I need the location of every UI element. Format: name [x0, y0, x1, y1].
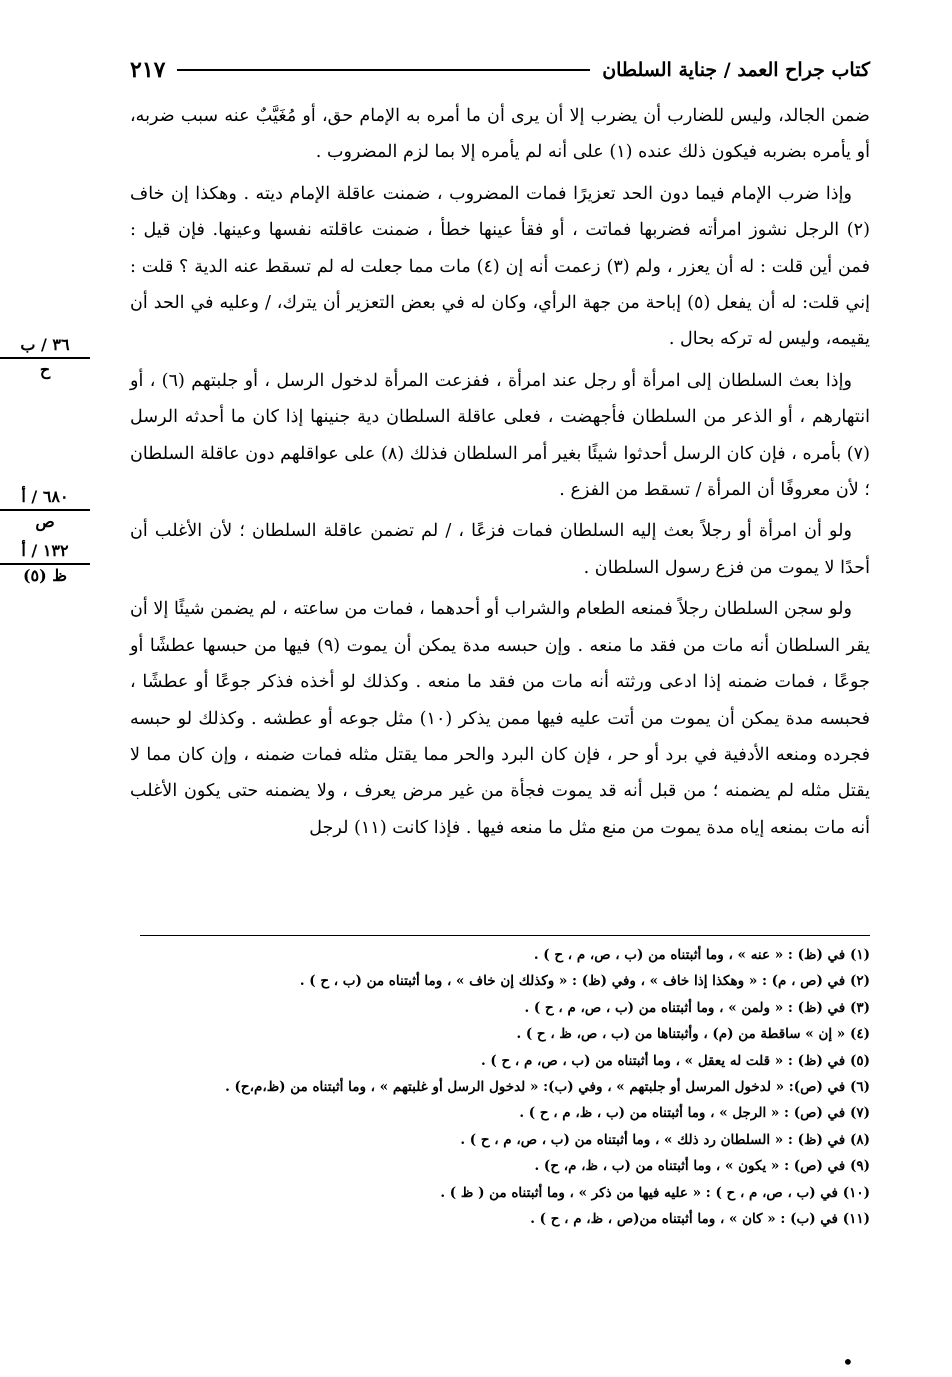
page-header — [130, 50, 870, 90]
paragraph: ولو أن امرأة أو رجلاً بعث إليه السلطان فمات فزعًا ، / لم تضمن عاقلة السلطان ؛ لأن الأغلب أن أحدًا لا يموت من فزع رسول السلطان . — [130, 521, 870, 578]
footnote: (١) في (ظ) : « عنه » ، وما أثبتناه من (ب ، ص، م ، ح ) . — [533, 947, 870, 963]
footnote-divider — [140, 935, 870, 936]
page-mark-dot: • — [842, 1350, 854, 1374]
running-title: كتاب جراح العمد / جناية السلطان — [602, 59, 870, 81]
paragraph: وإذا بعث السلطان إلى امرأة أو رجل عند امرأة ، ففزعت المرأة لدخول الرسل ، أو جلبتهم (٦) ، أو انتهارهم ، أو الذعر من السلطان فأجهضت ، فعلى عاقلة السلطان دية جنينها إذا كان ما أحدثه الرسل (٧) بأمره ، فإن كان الرسل أحدثوا شيئًا بغير أمر السلطان فذلك (٨) على عواقلهم دون عاقلة السلطان ؛ لأن معروفًا أن المرأة / تسقط من الفزع . — [130, 370, 870, 501]
footnote: (١٠) في (ب ، ص، م ، ح ) : « عليه فيها من ذكر » ، وما أثبتناه من ( ظ ) . — [440, 1184, 870, 1201]
footnote: (٩) في (ص) : « يكون » ، وما أثبتناه من (ب ، ظ، م، ح) . — [534, 1158, 870, 1175]
footnote: (٤) « إن » ساقطة من (م) ، وأثبتناها من (ب ، ص، ظ ، ح ) . — [516, 1026, 870, 1043]
header-rule — [177, 69, 590, 71]
footnote: (٢) في (ص ، م) : « وهكذا إذا خاف » ، وفي (ظ) : « وكذلك إن خاف » ، وما أثبتناه من (ب ، ح ) . — [299, 973, 870, 990]
paragraph: ضمن الجالد، وليس للضارب أن يضرب إلا أن يرى أن ما أمره به الإمام حق، أو مُغَيَّبٌ عنه سبب ضربه، أو يأمره بضربه فيكون ذلك عنده (١) على أنه لم يأمره إلا بما لزم المضروب . — [130, 106, 870, 163]
footnote: (١١) في (ب) : « كان » ، وما أثبتناه من(ص ، ظ، م ، ح ) . — [530, 1211, 870, 1228]
footnote: (٧) في (ص) : « الرجل » ، وما أثبتناه من (ب ، ظ، م ، ح ) . — [519, 1105, 870, 1122]
footnote: (٦) في (ص): « لدخول المرسل أو جلبتهم » ، وفي (ب): « لدخول الرسل أو غلبتهم » ، وما أثبتناه من (ظ،م،ح) . — [225, 1079, 870, 1096]
footnotes — [110, 942, 870, 1232]
margin-note: ٣٦ / ب ح — [0, 334, 90, 381]
margin-note: ٦٨٠ / أ ص — [0, 486, 90, 533]
page-number: ٢١٧ — [130, 57, 166, 83]
main-text — [130, 98, 870, 846]
paragraph: ولو سجن السلطان رجلاً فمنعه الطعام والشراب أو أحدهما ، فمات من ساعته ، لم يضمن شيئًا إلا أن يقر السلطان أنه مات من فقد ما منعه . وإن حبسه مدة يمكن أن يموت (٩) فيها من حبسها عطشًا أو جوعًا ، فمات ضمنه إذا ادعى ورثته أنه مات من فقد ما منعه . وكذلك لو أخذه فذكر جوعًا أو عطشًا ، فحبسه مدة يمكن أن يموت من أتت عليه فيها ممن يذكر (١٠) مثل جوعه أو عطشه . وكذلك لو حبسه فجرده ومنعه الأدفية في برد أو حر ، فإن كان البرد والحر مما يقتل مثله فمات ضمنه ، وإن كان مما لا يقتل مثله لم يضمنه ؛ من قبل أنه قد يموت فجأة من غير مرض يعرف ، ولا يضمنه حتى يكون الأغلب أنه مات بمنعه إياه مدة يموت من منع مثل ما منعه فيها . فإذا كانت (١١) لرجل — [130, 599, 870, 838]
footnote: (٣) في (ظ) : « ولمن » ، وما أثبتناه من (ب ، ص، م ، ح ) . — [524, 999, 870, 1016]
footnote: (٨) في (ظ) : « السلطان رد ذلك » ، وما أثبتناه من (ب ، ص، م ، ح ) . — [460, 1131, 870, 1148]
margin-note: ١٣٢ / أ ظ (٥) — [0, 540, 90, 587]
paragraph: وإذا ضرب الإمام فيما دون الحد تعزيرًا فمات المضروب ، ضمنت عاقلة الإمام ديته . وهكذا إن خاف (٢) الرجل نشوز امرأته فضربها فماتت ، أو فقأ عينها خطأ ، ضمنت عاقلته نفسها وعينها. فإن قيل : فمن أين قلت : له أن يعزر ، ولم (٣) زعمت أنه إن (٤) مات مما جعلت له لم تسقط عنه الدية ؟ قلت : إني قلت: له أن يفعل (٥) إباحة من جهة الرأي، وكان له في بعض التعزير أن يترك، / وعليه في الحد أن يقيمه، وليس له تركه بحال . — [130, 183, 870, 350]
footnote: (٥) في (ظ) : « قلت له يعقل » ، وما أثبتناه من (ب ، ص، م ، ح ) . — [480, 1052, 870, 1069]
